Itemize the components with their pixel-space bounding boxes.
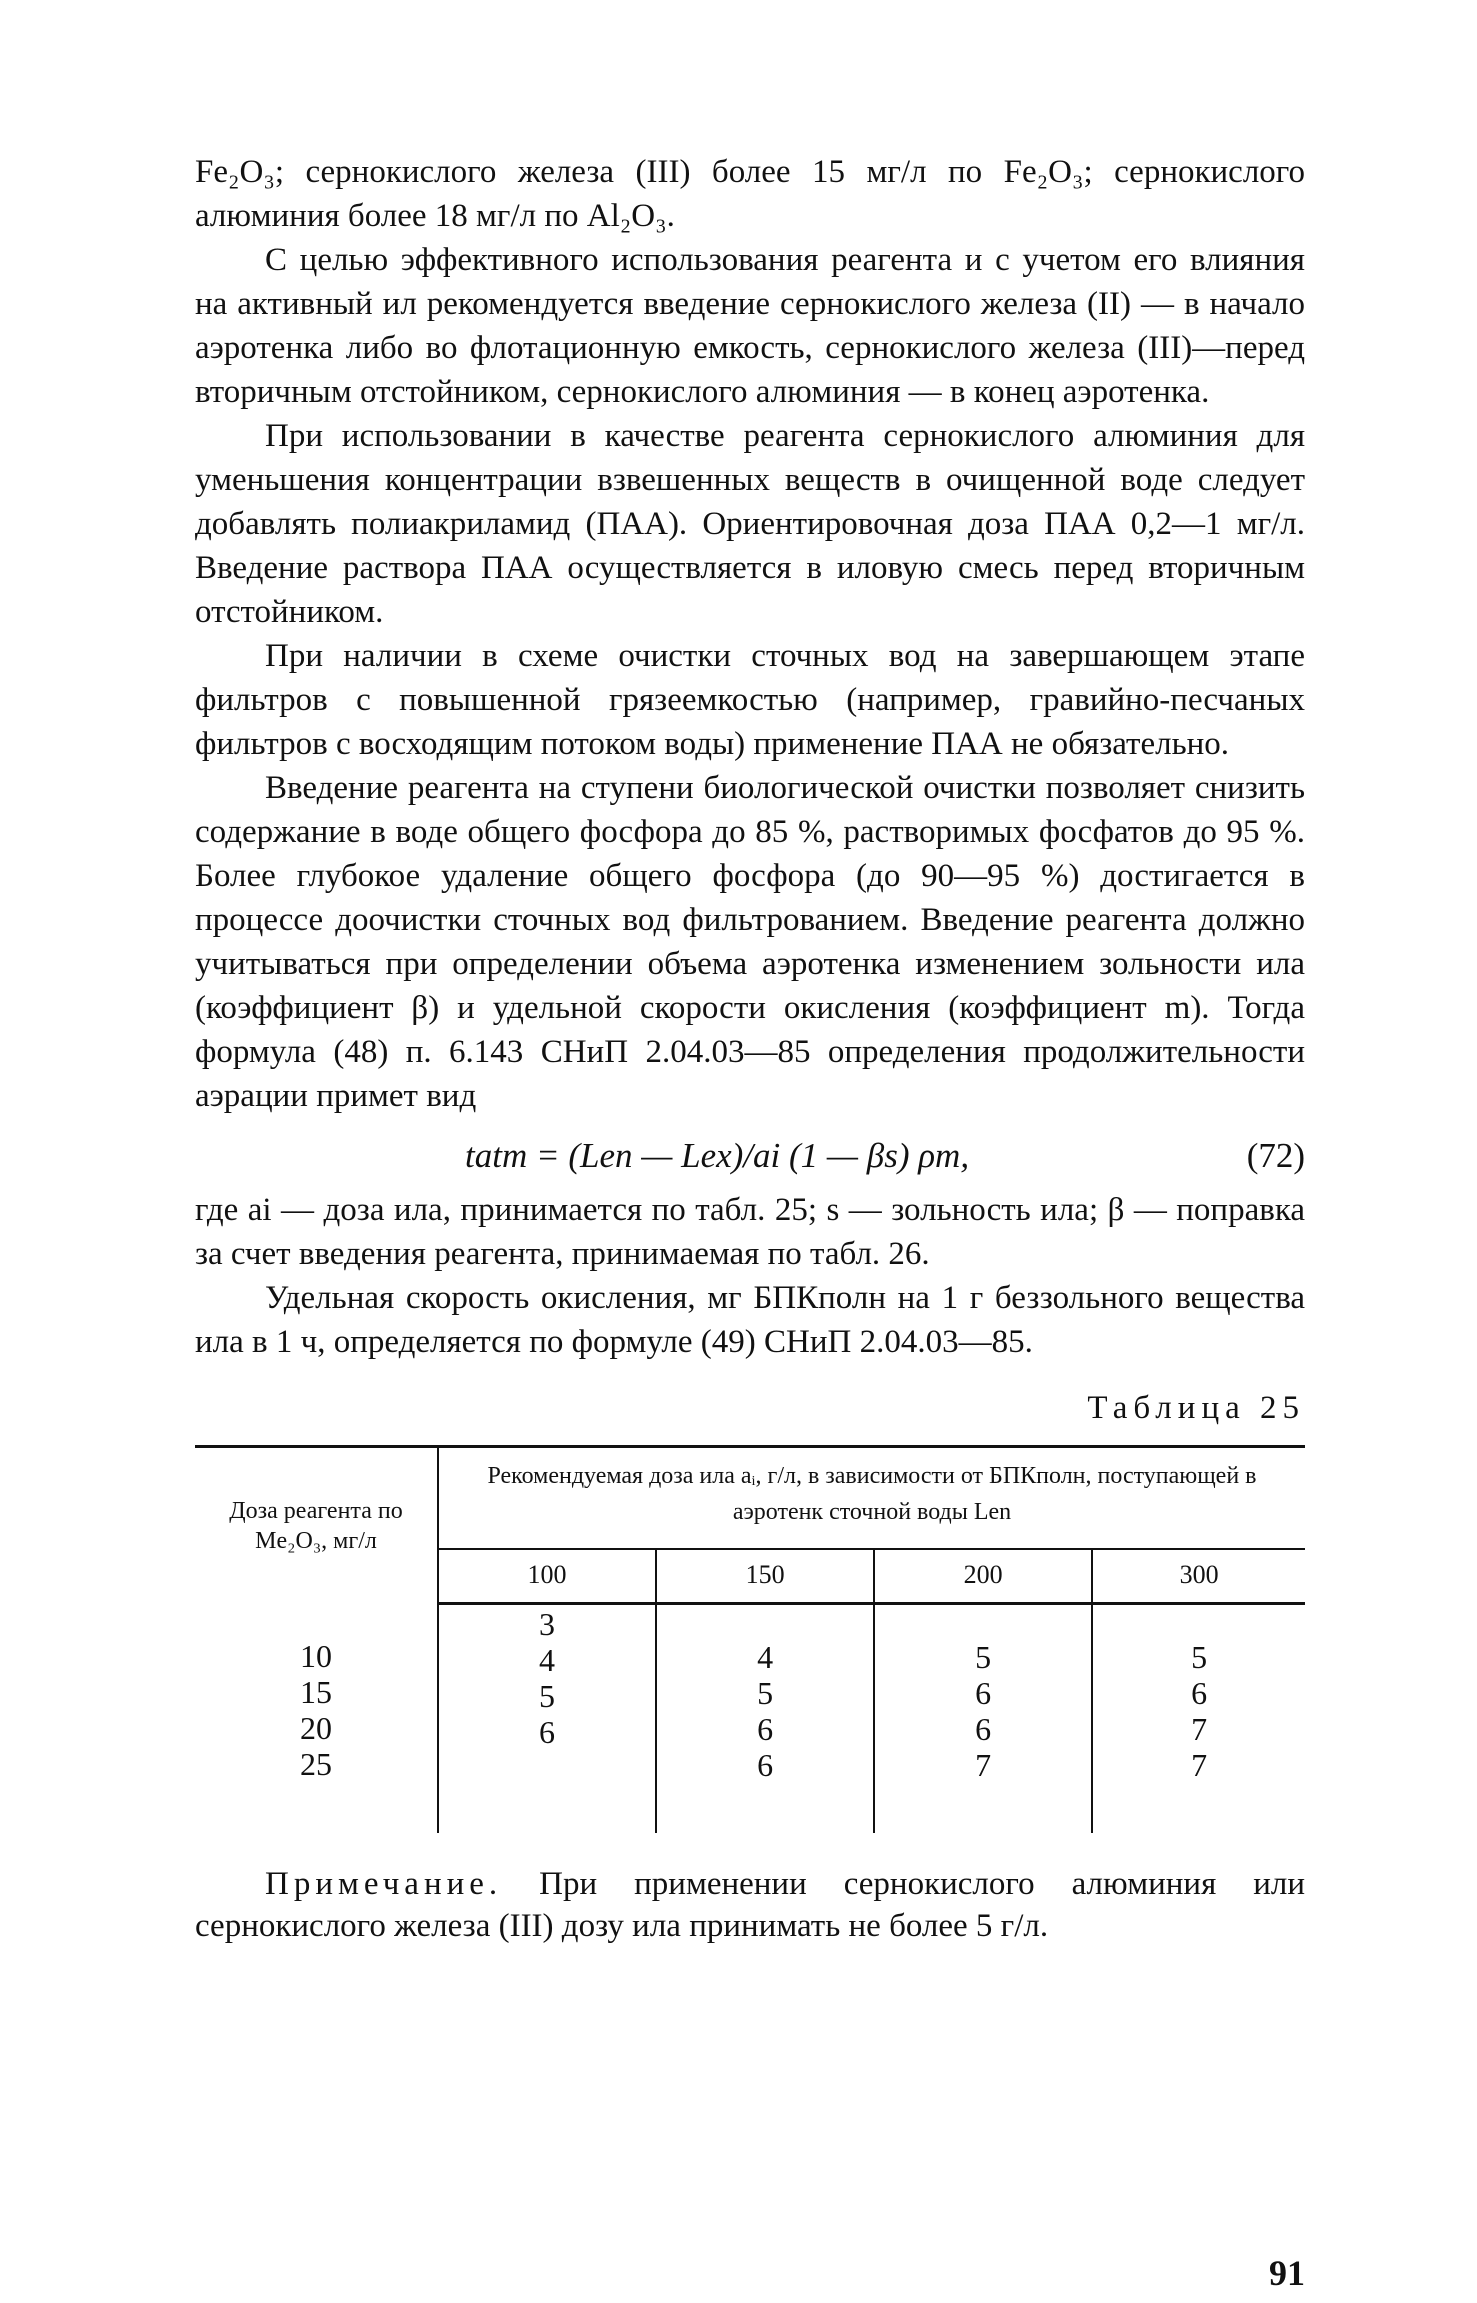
dose-column-header: Доза реагента по Me₂O₃, мг/л xyxy=(195,1447,438,1604)
page-number: 91 xyxy=(1269,2253,1305,2293)
column-200 xyxy=(874,1604,1092,1834)
table-25 xyxy=(195,1445,1305,1833)
cell-value: 7 xyxy=(1191,1747,1208,1783)
paragraph-oxidation-rate: Удельная скорость окисления, мг БПКполн на 1 г беззольного вещества ила в 1 ч, определяется по формуле (49) СНиП 2.04.03—85. xyxy=(195,1280,1305,1360)
column-150 xyxy=(656,1604,874,1834)
formula-expression: tatm = (Len — Lex)/ai (1 — βs) ρm, xyxy=(465,1136,970,1175)
dose-value: 15 xyxy=(300,1673,332,1710)
paragraph-5: Введение реагента на ступени биологической очистки позволяет снизить содержание в воде общего фосфора до 85 %, растворимых фосфатов до 95 %. Более глубокое удаление общего фосфора (до 90—95 %) достигается в процессе доочистки сточных вод фильтрованием. Введение реагента должно учитываться при определении объема аэротенка изменением зольности ила (коэффициент β) и удельной скорости окисления (коэффициент m). Тогда формула (48) п. 6.143 СНиП 2.04.03—85 определения продолжительности аэрации примет вид xyxy=(195,770,1305,1114)
formula-number: (72) xyxy=(1246,1136,1305,1175)
cell-value: 6 xyxy=(975,1711,992,1747)
column-header-200: 200 xyxy=(874,1549,1092,1604)
table-caption: Таблица 25 xyxy=(1087,1390,1305,1426)
sludge-dose-group-header: Рекомендуемая доза ила aᵢ, г/л, в зависимости от БПКполн, поступающей в аэротенк сточной воды Len xyxy=(438,1447,1305,1550)
column-header-100: 100 xyxy=(438,1549,656,1604)
column-100 xyxy=(438,1604,656,1834)
note-lead: Примечание. xyxy=(265,1866,503,1902)
dose-value: 25 xyxy=(300,1745,332,1782)
cell-value: 5 xyxy=(1191,1639,1208,1675)
cell-value: 6 xyxy=(539,1714,556,1750)
cell-value: 6 xyxy=(757,1711,774,1747)
cell-value: 6 xyxy=(1191,1675,1208,1711)
table-body-row xyxy=(195,1604,1305,1834)
formula-72 xyxy=(195,1130,1305,1182)
cell-value: 7 xyxy=(975,1747,992,1783)
column-300 xyxy=(1092,1604,1305,1834)
column-header-150: 150 xyxy=(656,1549,874,1604)
cell-value: 4 xyxy=(757,1639,774,1675)
dose-column xyxy=(195,1604,438,1834)
cell-value: 6 xyxy=(975,1675,992,1711)
cell-value: 4 xyxy=(539,1642,556,1678)
paragraph-1: Fe₂O₃; сернокислого железа (III) более 15 мг/л по Fe₂O₃; сернокислого алюминия более 18 мг/л по Al₂O₃. xyxy=(195,154,1305,234)
cell-value: 5 xyxy=(975,1639,992,1675)
cell-value: 3 xyxy=(539,1606,556,1642)
cell-value: 6 xyxy=(757,1747,774,1783)
cell-value: 5 xyxy=(539,1678,556,1714)
paragraph-4: При наличии в схеме очистки сточных вод на завершающем этапе фильтров с повышенной грязеемкостью (например, гравийно-песчаных фильтров с восходящим потоком воды) применение ПАА не обязательно. xyxy=(195,638,1305,762)
paragraph-3: При использовании в качестве реагента сернокислого алюминия для уменьшения концентрации взвешенных веществ в очищенной воде следует добавлять полиакриламид (ПАА). Ориентировочная доза ПАА 0,2—1 мг/л. Введение раствора ПАА осуществляется в иловую смесь перед вторичным отстойником. xyxy=(195,418,1305,630)
cell-value: 7 xyxy=(1191,1711,1208,1747)
column-header-300: 300 xyxy=(1092,1549,1305,1604)
dose-value: 20 xyxy=(300,1709,332,1746)
note-text: При применении сернокислого алюминия или сернокислого железа (III) дозу ила принимать не более 5 г/л. xyxy=(195,1866,1306,1944)
paragraph-2: С целью эффективного использования реагента и с учетом его влияния на активный ил рекомендуется введение сернокислого железа (II) — в начало аэротенка либо во флотационную емкость, сернокислого железа (III)—перед вторичным отстойником, сернокислого алюминия — в конец аэротенка. xyxy=(195,242,1305,410)
dose-value: 10 xyxy=(300,1637,332,1674)
formula-legend: где ai — доза ила, принимается по табл. 25; s — зольность ила; β — поправка за счет введения реагента, принимаемая по табл. 26. xyxy=(195,1192,1305,1272)
cell-value: 5 xyxy=(757,1675,774,1711)
page-content xyxy=(195,150,1306,2293)
table-note xyxy=(195,1863,1305,1947)
